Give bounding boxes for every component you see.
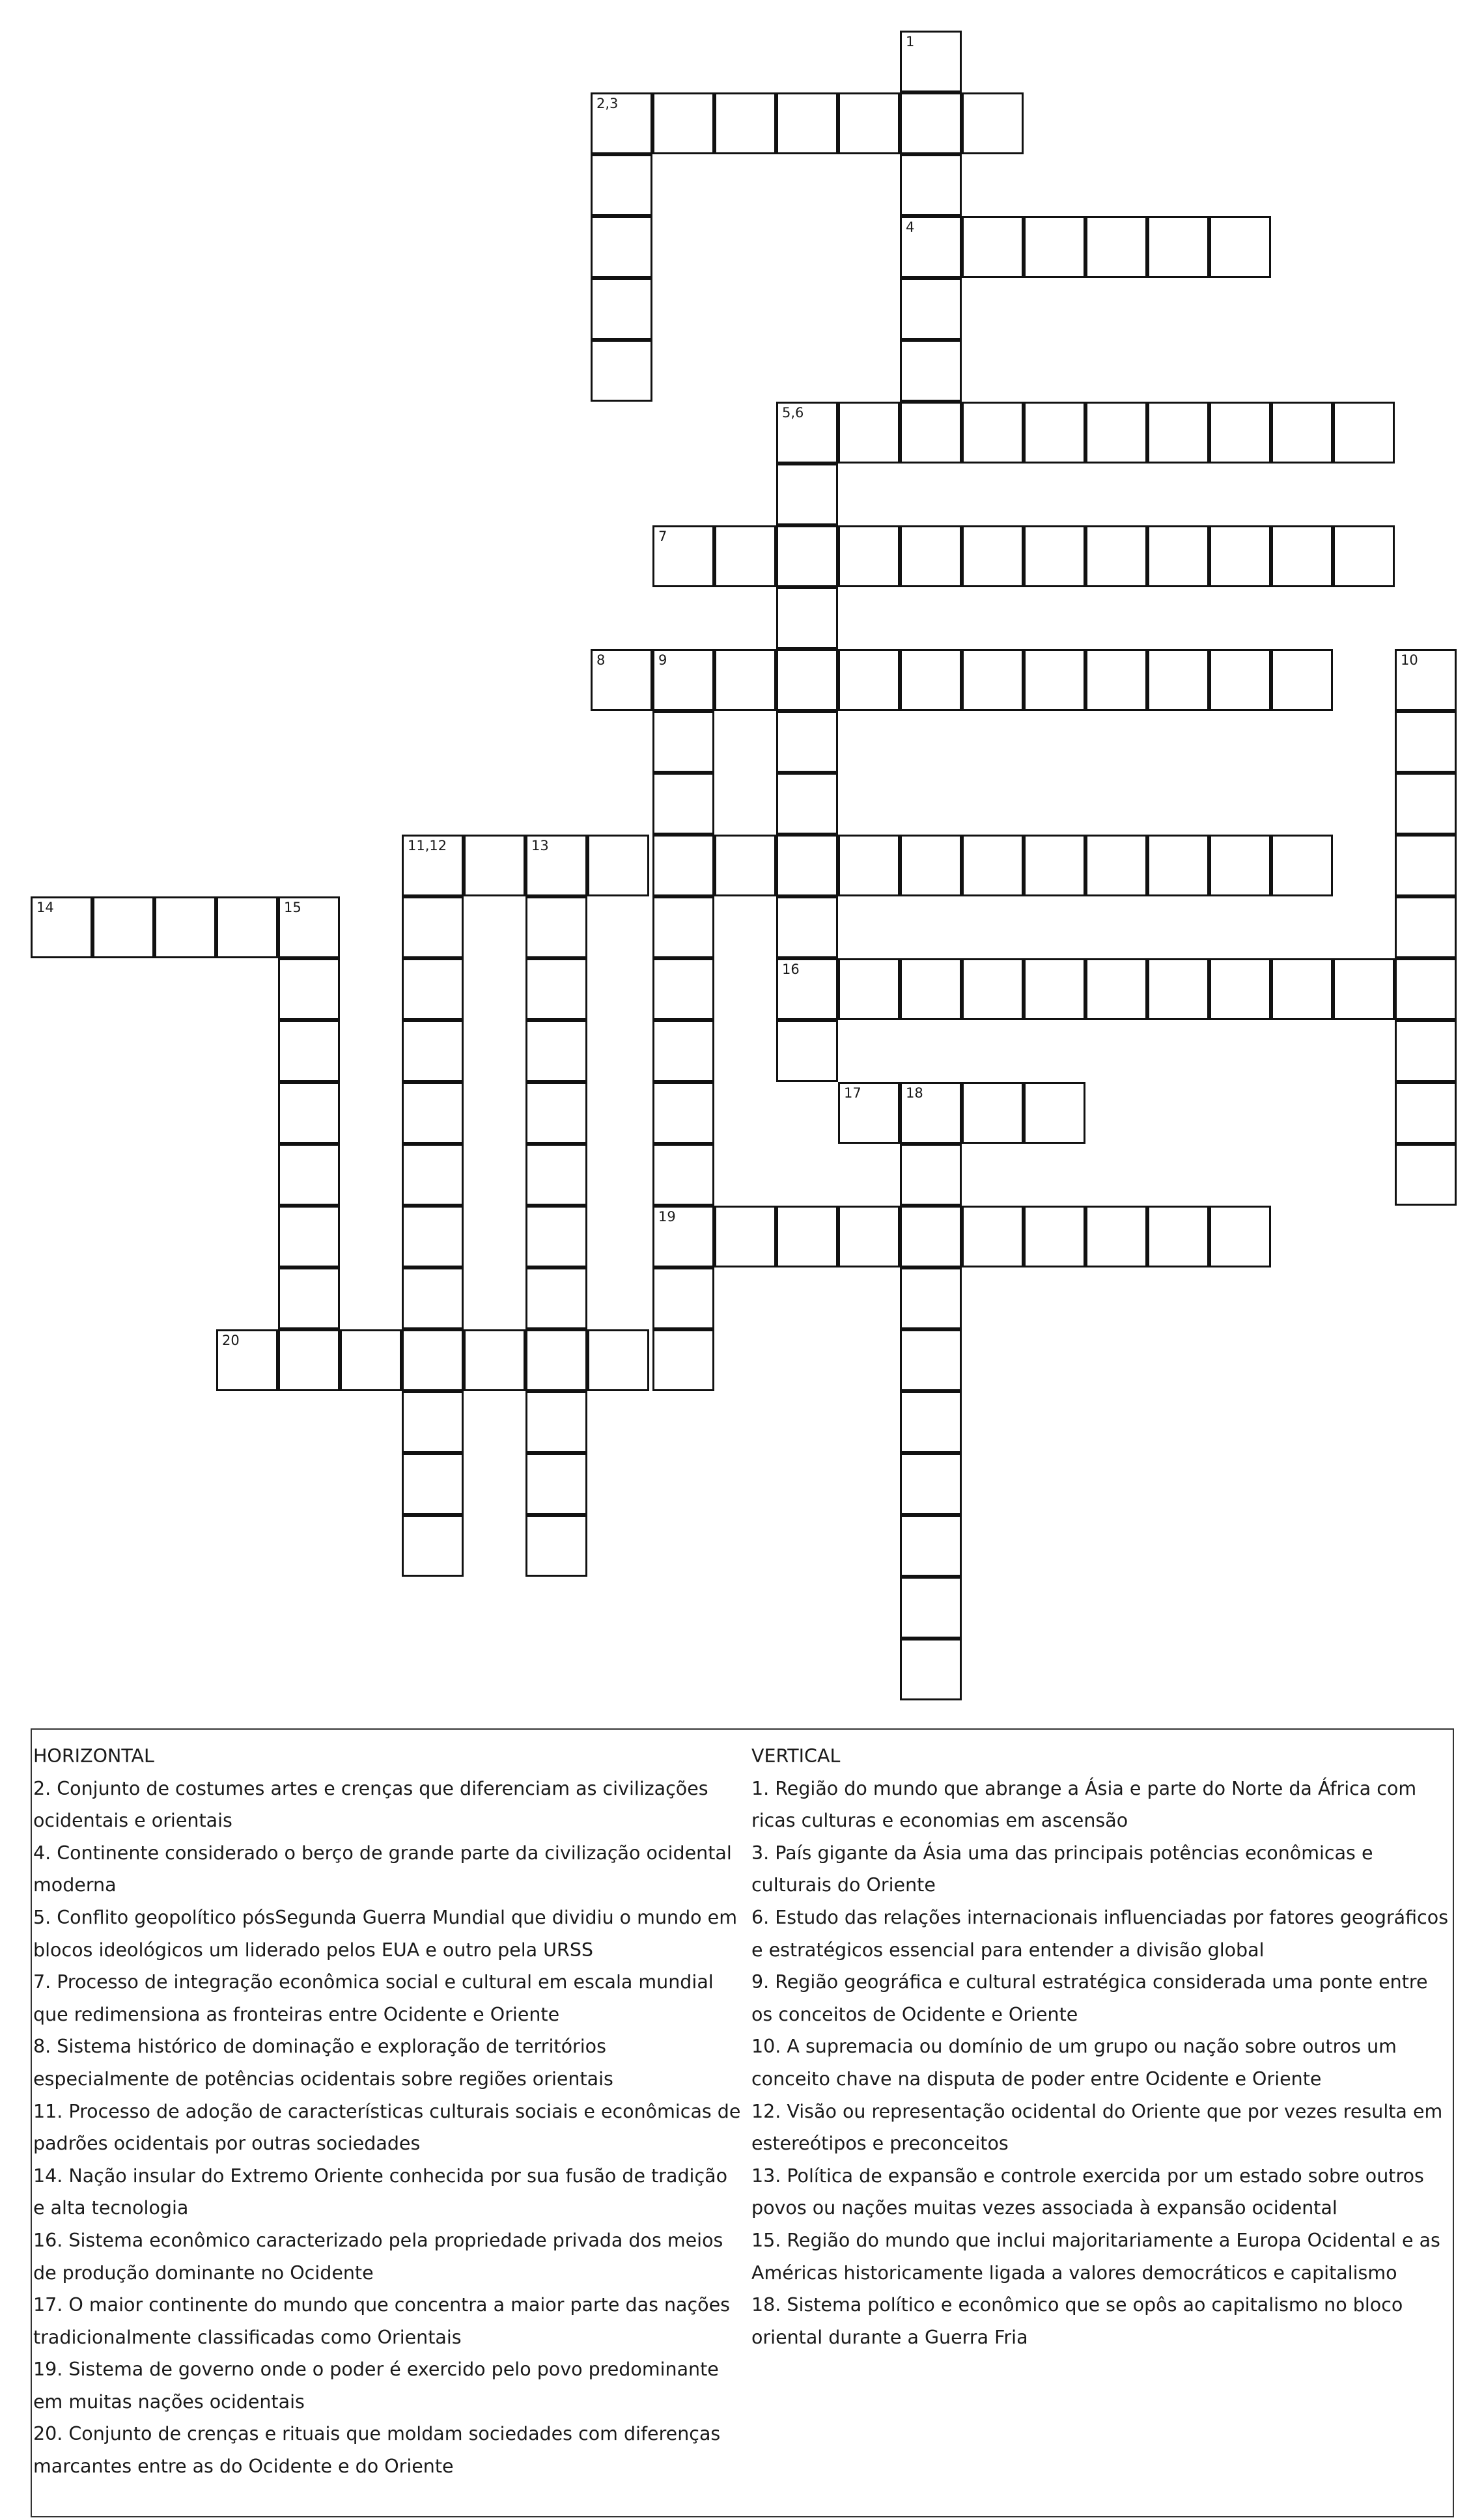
grid-cell[interactable] (652, 1020, 714, 1082)
grid-cell[interactable] (900, 1082, 962, 1144)
grid-cell[interactable] (1395, 773, 1457, 835)
grid-cell[interactable] (962, 835, 1024, 896)
grid-cell[interactable] (1333, 958, 1395, 1020)
grid-cell[interactable] (1333, 525, 1395, 587)
clue-number: 11,12 (408, 838, 447, 853)
grid-cell[interactable] (1147, 958, 1209, 1020)
grid-cell[interactable] (591, 278, 652, 340)
grid-cell[interactable] (714, 525, 776, 587)
grid-cell[interactable] (714, 835, 776, 896)
grid-cell[interactable] (216, 1329, 278, 1391)
grid-cell[interactable] (776, 1206, 838, 1267)
grid-cell[interactable] (900, 1453, 962, 1515)
grid-cell[interactable] (776, 773, 838, 835)
grid-cell[interactable] (652, 835, 714, 896)
grid-cell[interactable] (900, 1639, 962, 1700)
clue-h-14: 14. Nação insular do Extremo Oriente conhecida por sua fusão de tradição e alta tecnologia (33, 2165, 728, 2219)
grid-cell[interactable] (278, 958, 340, 1020)
grid-cell[interactable] (587, 1329, 649, 1391)
grid-cell[interactable] (525, 1515, 587, 1577)
clue-h-20: 20. Conjunto de crenças e rituais que moldam sociedades com diferenças marcantes entre as do Ocidente e do Oriente (33, 2423, 721, 2478)
grid-cell[interactable] (962, 649, 1024, 711)
grid-cell[interactable] (652, 92, 714, 154)
grid-cell[interactable] (1024, 1082, 1085, 1144)
grid-cell[interactable] (1395, 711, 1457, 773)
grid-cell[interactable] (776, 835, 838, 896)
clue-h-17: 17. O maior continente do mundo que concentra a maior parte das nações tradicionalmente classificadas como Orientais (33, 2294, 730, 2348)
grid-cell[interactable] (1147, 216, 1209, 278)
grid-cell[interactable] (1024, 958, 1085, 1020)
grid-cell[interactable] (962, 1082, 1024, 1144)
grid-cell[interactable] (900, 402, 962, 464)
grid-cell[interactable] (154, 896, 216, 958)
grid-cell[interactable] (1395, 1144, 1457, 1206)
clues-panel (31, 1728, 1454, 2517)
grid-cell[interactable] (652, 1206, 714, 1267)
clue-v-18: 18. Sistema político e econômico que se opôs ao capitalismo no bloco oriental durante a Guerra Fria (751, 2294, 1403, 2348)
grid-cell[interactable] (838, 958, 900, 1020)
grid-cell[interactable] (464, 835, 525, 896)
grid-cell[interactable] (1147, 649, 1209, 711)
grid-cell[interactable] (278, 1020, 340, 1082)
clue-number: 15 (284, 900, 301, 915)
grid-cell[interactable] (652, 1144, 714, 1206)
grid-cell[interactable] (402, 1020, 464, 1082)
grid-cell[interactable] (1395, 1020, 1457, 1082)
grid-cell[interactable] (900, 31, 962, 92)
clue-number: 9 (658, 652, 667, 668)
grid-cell[interactable] (1085, 216, 1147, 278)
grid-cell[interactable] (1085, 649, 1147, 711)
grid-cell[interactable] (402, 1082, 464, 1144)
grid-cell[interactable] (962, 92, 1024, 154)
grid-cell[interactable] (1271, 402, 1333, 464)
grid-cell[interactable] (591, 340, 652, 402)
clue-h-11: 11. Processo de adoção de características culturais sociais e econômicas de padrões ocidentais por outras sociedades (33, 2100, 741, 2155)
grid-cell[interactable] (776, 958, 838, 1020)
grid-cell[interactable] (1085, 835, 1147, 896)
clue-h-2: 2. Conjunto de costumes artes e crenças que diferenciam as civilizações ocidentais e orientais (33, 1777, 708, 1832)
clue-number: 13 (531, 838, 549, 853)
clue-v-10: 10. A supremacia ou domínio de um grupo ou nação sobre outros um conceito chave na disputa de poder entre Ocidente e Oriente (751, 2036, 1397, 2090)
clue-number: 1 (906, 34, 915, 49)
clue-number: 8 (596, 652, 606, 668)
clue-number: 20 (222, 1333, 240, 1348)
clue-number: 4 (906, 219, 915, 235)
clue-v-15: 15. Região do mundo que inclui majoritariamente a Europa Ocidental e as Américas historicamente ligada a valores democráticos e capitalismo (751, 2229, 1440, 2284)
grid-cell[interactable] (525, 896, 587, 958)
grid-cell[interactable] (525, 1453, 587, 1515)
grid-cell[interactable] (838, 92, 900, 154)
grid-cell[interactable] (1271, 958, 1333, 1020)
grid-cell[interactable] (402, 835, 464, 896)
grid-cell[interactable] (1209, 1206, 1271, 1267)
grid-cell[interactable] (591, 154, 652, 216)
grid-cell[interactable] (216, 896, 278, 958)
clue-v-3: 3. País gigante da Ásia uma das principais potências econômicas e culturais do Oriente (751, 1842, 1373, 1896)
grid-cell[interactable] (278, 1329, 340, 1391)
grid-cell[interactable] (652, 1082, 714, 1144)
grid-cell[interactable] (652, 1267, 714, 1329)
grid-cell[interactable] (962, 1206, 1024, 1267)
grid-cell[interactable] (92, 896, 154, 958)
grid-cell[interactable] (962, 958, 1024, 1020)
grid-cell[interactable] (838, 835, 900, 896)
grid-cell[interactable] (1209, 525, 1271, 587)
clue-number: 14 (36, 900, 54, 915)
grid-cell[interactable] (1024, 835, 1085, 896)
grid-cell[interactable] (900, 1329, 962, 1391)
grid-cell[interactable] (525, 958, 587, 1020)
grid-cell[interactable] (962, 216, 1024, 278)
grid-cell[interactable] (900, 1391, 962, 1453)
grid-cell[interactable] (1209, 216, 1271, 278)
vertical-clues (751, 1740, 1451, 2353)
grid-cell[interactable] (838, 1082, 900, 1144)
clue-number: 10 (1401, 652, 1418, 668)
grid-cell[interactable] (776, 525, 838, 587)
clue-h-8: 8. Sistema histórico de dominação e exploração de territórios especialmente de potências ocidentais sobre regiões orientais (33, 2036, 613, 2090)
grid-cell[interactable] (838, 525, 900, 587)
grid-cell[interactable] (776, 1020, 838, 1082)
grid-cell[interactable] (900, 154, 962, 216)
grid-cell[interactable] (1024, 216, 1085, 278)
grid-cell[interactable] (1209, 402, 1271, 464)
grid-cell[interactable] (900, 1206, 962, 1267)
clue-number: 5,6 (782, 405, 804, 421)
grid-cell[interactable] (31, 896, 92, 958)
grid-cell[interactable] (900, 216, 962, 278)
grid-cell[interactable] (278, 1267, 340, 1329)
grid-cell[interactable] (402, 1391, 464, 1453)
grid-cell[interactable] (525, 1206, 587, 1267)
grid-cell[interactable] (776, 402, 838, 464)
grid-cell[interactable] (714, 1206, 776, 1267)
grid-cell[interactable] (1024, 402, 1085, 464)
grid-cell[interactable] (1395, 958, 1457, 1020)
grid-cell[interactable] (1085, 958, 1147, 1020)
grid-cell[interactable] (900, 278, 962, 340)
clue-v-13: 13. Política de expansão e controle exercida por um estado sobre outros povos ou nações muitas vezes associada à expansão ocidental (751, 2165, 1424, 2219)
grid-cell[interactable] (591, 216, 652, 278)
grid-cell[interactable] (278, 1082, 340, 1144)
horizontal-title: HORIZONTAL (33, 1745, 154, 1767)
grid-cell[interactable] (525, 1391, 587, 1453)
clue-h-16: 16. Sistema econômico caracterizado pela propriedade privada dos meios de produção dominante no Ocidente (33, 2229, 723, 2284)
grid-cell[interactable] (962, 525, 1024, 587)
grid-cell[interactable] (652, 649, 714, 711)
grid-cell[interactable] (776, 587, 838, 649)
grid-cell[interactable] (652, 1329, 714, 1391)
grid-cell[interactable] (1024, 1206, 1085, 1267)
clue-v-1: 1. Região do mundo que abrange a Ásia e parte do Norte da África com ricas culturas e economias em ascensão (751, 1777, 1417, 1832)
grid-cell[interactable] (402, 958, 464, 1020)
grid-cell[interactable] (900, 525, 962, 587)
grid-cell[interactable] (1395, 835, 1457, 896)
grid-cell[interactable] (900, 958, 962, 1020)
grid-cell[interactable] (652, 958, 714, 1020)
grid-cell[interactable] (402, 1206, 464, 1267)
clue-number: 7 (658, 529, 667, 544)
clue-h-5: 5. Conflito geopolítico pósSegunda Guerra Mundial que dividiu o mundo em blocos ideológicos um liderado pelos EUA e outro pela URSS (33, 1906, 737, 1961)
grid-cell[interactable] (962, 402, 1024, 464)
grid-cell[interactable] (1147, 835, 1209, 896)
clue-v-9: 9. Região geográfica e cultural estratégica considerada uma ponte entre os conceitos de Ocidente e Oriente (751, 1971, 1428, 2025)
grid-cell[interactable] (1209, 835, 1271, 896)
clue-v-12: 12. Visão ou representação ocidental do Oriente que por vezes resulta em estereótipos e preconceitos (751, 2100, 1443, 2155)
grid-cell[interactable] (402, 1329, 464, 1391)
grid-cell[interactable] (900, 1515, 962, 1577)
grid-cell[interactable] (1209, 958, 1271, 1020)
grid-cell[interactable] (776, 92, 838, 154)
grid-cell[interactable] (525, 1329, 587, 1391)
grid-cell[interactable] (402, 896, 464, 958)
grid-cell[interactable] (525, 835, 587, 896)
grid-cell[interactable] (1085, 525, 1147, 587)
grid-cell[interactable] (1209, 649, 1271, 711)
grid-cell[interactable] (900, 649, 962, 711)
clue-number: 19 (658, 1209, 676, 1225)
grid-cell[interactable] (1395, 649, 1457, 711)
clue-v-6: 6. Estudo das relações internacionais influenciadas por fatores geográficos e estratégicos essencial para entender a divisão global (751, 1906, 1449, 1961)
grid-cell[interactable] (278, 1206, 340, 1267)
grid-cell[interactable] (1147, 525, 1209, 587)
grid-cell[interactable] (900, 92, 962, 154)
grid-cell[interactable] (1147, 402, 1209, 464)
grid-cell[interactable] (900, 1144, 962, 1206)
grid-cell[interactable] (900, 340, 962, 402)
grid-cell[interactable] (1395, 1082, 1457, 1144)
grid-cell[interactable] (591, 649, 652, 711)
clue-number: 17 (844, 1085, 861, 1101)
grid-cell[interactable] (1024, 649, 1085, 711)
grid-cell[interactable] (838, 649, 900, 711)
grid-cell[interactable] (464, 1329, 525, 1391)
grid-cell[interactable] (340, 1329, 402, 1391)
grid-cell[interactable] (1085, 402, 1147, 464)
grid-cell[interactable] (900, 1267, 962, 1329)
grid-cell[interactable] (838, 402, 900, 464)
grid-cell[interactable] (591, 92, 652, 154)
grid-cell[interactable] (652, 525, 714, 587)
grid-cell[interactable] (1271, 835, 1333, 896)
clue-number: 18 (906, 1085, 923, 1101)
grid-cell[interactable] (525, 1082, 587, 1144)
grid-cell[interactable] (278, 896, 340, 958)
grid-cell[interactable] (776, 896, 838, 958)
grid-cell[interactable] (402, 1144, 464, 1206)
clue-h-19: 19. Sistema de governo onde o poder é exercido pelo povo predominante em muitas nações ocidentais (33, 2359, 719, 2413)
vertical-title: VERTICAL (751, 1745, 841, 1767)
horizontal-clues (33, 1740, 743, 2483)
clue-h-7: 7. Processo de integração econômica social e cultural em escala mundial que redimensiona as fronteiras entre Ocidente e Oriente (33, 1971, 714, 2025)
grid-cell[interactable] (776, 649, 838, 711)
grid-cell[interactable] (402, 1453, 464, 1515)
grid-cell[interactable] (525, 1144, 587, 1206)
clue-h-4: 4. Continente considerado o berço de grande parte da civilização ocidental moderna (33, 1842, 732, 1896)
grid-cell[interactable] (1147, 1206, 1209, 1267)
grid-cell[interactable] (402, 1515, 464, 1577)
grid-cell[interactable] (525, 1020, 587, 1082)
grid-cell[interactable] (1333, 402, 1395, 464)
grid-cell[interactable] (652, 773, 714, 835)
grid-cell[interactable] (900, 1577, 962, 1639)
grid-cell[interactable] (776, 464, 838, 525)
grid-cell[interactable] (838, 1206, 900, 1267)
grid-cell[interactable] (776, 711, 838, 773)
clue-number: 2,3 (596, 96, 619, 111)
clue-number: 16 (782, 962, 800, 977)
grid-cell[interactable] (402, 1267, 464, 1329)
grid-cell[interactable] (652, 896, 714, 958)
grid-cell[interactable] (652, 711, 714, 773)
grid-cell[interactable] (1271, 525, 1333, 587)
grid-cell[interactable] (1271, 649, 1333, 711)
grid-cell[interactable] (714, 92, 776, 154)
grid-cell[interactable] (587, 835, 649, 896)
grid-cell[interactable] (1395, 896, 1457, 958)
grid-cell[interactable] (525, 1267, 587, 1329)
grid-cell[interactable] (278, 1144, 340, 1206)
grid-cell[interactable] (1085, 1206, 1147, 1267)
grid-cell[interactable] (900, 835, 962, 896)
grid-cell[interactable] (714, 649, 776, 711)
grid-cell[interactable] (1024, 525, 1085, 587)
